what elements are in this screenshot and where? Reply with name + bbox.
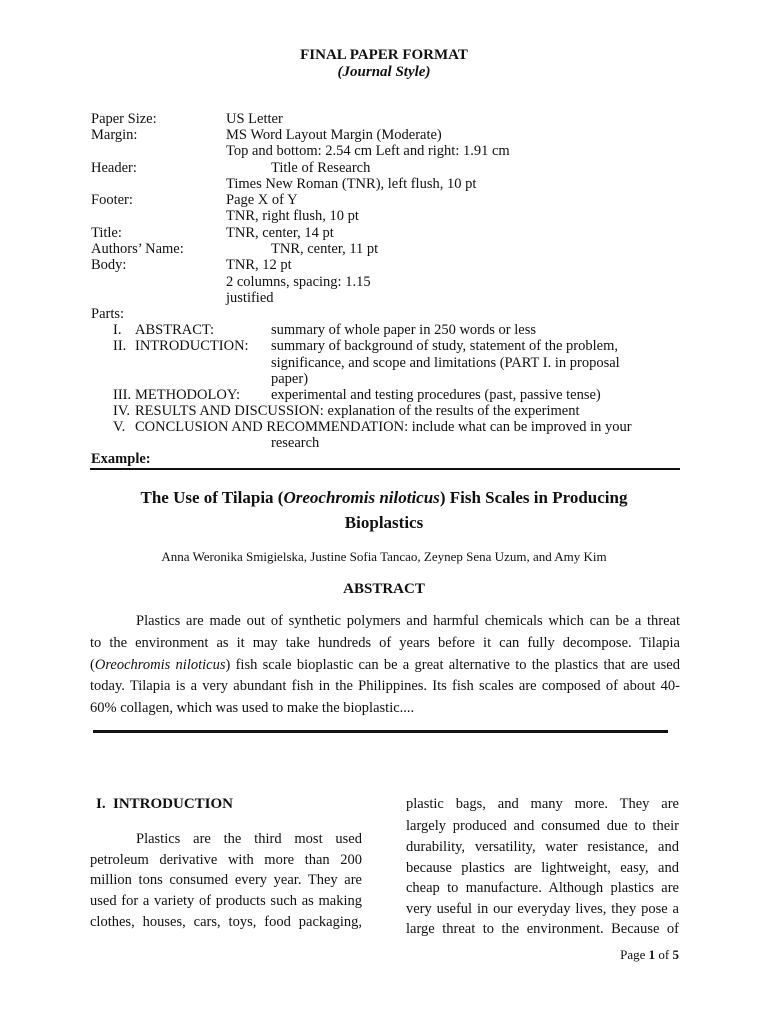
body-line: Plastics are the third most used	[136, 831, 362, 847]
abstract-heading: ABSTRACT	[343, 581, 425, 597]
body-line: large threat to the environment. Because of	[406, 921, 679, 937]
spec-label-paper-size: Paper Size:	[91, 111, 157, 127]
spec-label-header: Header:	[91, 160, 137, 176]
body-line: used for a variety of products such as making	[90, 893, 362, 909]
abstract-text: ) fish scale bioplastic can be a great alternative to the plastics that are used	[225, 657, 680, 673]
page-word: Page	[620, 947, 646, 962]
body-line: because plastics are lightweight, easy, and	[406, 860, 679, 876]
body-line: largely produced and consumed due to their	[406, 818, 679, 834]
body-line: plastic bags, and many more. They are	[406, 796, 679, 812]
spec-value-header: Title of Research	[271, 160, 371, 176]
part-line	[135, 403, 580, 419]
abstract-text: (	[90, 657, 95, 673]
body-line: million tons consumed every year. They are	[90, 872, 362, 888]
part-number: I.	[113, 322, 122, 338]
part-number: V.	[113, 419, 126, 435]
abstract-line: 60% collagen, which was used to make the bioplastic....	[90, 700, 415, 716]
spec-detail-footer: TNR, right flush, 10 pt	[226, 208, 359, 224]
abstract-species: Oreochromis niloticus	[94, 657, 226, 673]
part-line	[135, 419, 632, 435]
spec-label-body: Body:	[91, 257, 127, 273]
part-name: RESULTS AND DISCUSSION:	[135, 403, 324, 419]
spec-value-paper-size: US Letter	[226, 111, 283, 127]
part-number: IV.	[113, 403, 131, 419]
paper-title-text: The Use of Tilapia (	[140, 488, 284, 507]
part-description: include what can be improved in your	[411, 419, 632, 435]
part-description: summary of background of study, statement of the problem,	[271, 338, 618, 354]
part-description: paper)	[271, 371, 309, 387]
paper-authors: Anna Weronika Smigielska, Justine Sofia Tancao, Zeynep Sena Uzum, and Amy Kim	[161, 549, 607, 564]
part-description: significance, and scope and limitations (PART I. in proposal	[271, 355, 620, 371]
spec-label-footer: Footer:	[91, 192, 133, 208]
paper-title-species: Oreochromis niloticus	[283, 488, 440, 507]
section-divider	[93, 730, 668, 733]
body-line: clothes, houses, cars, toys, food packaging,	[90, 914, 362, 930]
section-heading: INTRODUCTION	[113, 796, 234, 812]
abstract-line: Plastics are made out of synthetic polymers and harmful chemicals which can be a threat	[136, 613, 680, 629]
part-name: CONCLUSION AND RECOMMENDATION:	[135, 419, 409, 435]
spec-value-authors: TNR, center, 11 pt	[271, 241, 379, 257]
abstract-line: to the environment as it may take hundreds of years before it can fully decompose. Tilapia	[90, 635, 680, 651]
part-description: summary of whole paper in 250 words or less	[271, 322, 536, 338]
current-page: 1	[648, 947, 656, 962]
body-line: very useful in our everyday lives, they pose a	[406, 901, 679, 917]
part-number: III.	[113, 387, 132, 403]
document-title: FINAL PAPER FORMAT	[300, 47, 468, 63]
spec-value-body: TNR, 12 pt	[226, 257, 292, 273]
part-description: explanation of the results of the experiment	[327, 403, 580, 419]
body-line: durability, versatility, water resistance, and	[406, 839, 679, 855]
spec-detail-header: Times New Roman (TNR), left flush, 10 pt	[226, 176, 477, 192]
divider-line	[90, 468, 680, 470]
spec-label-authors: Authors’ Name:	[91, 241, 184, 257]
paper-title-text-end: ) Fish Scales in Producing	[439, 488, 628, 507]
spec-value-footer: Page X of Y	[226, 192, 298, 208]
part-number: II.	[113, 338, 127, 354]
part-name: METHODOLOY:	[135, 387, 240, 403]
spec-value-title: TNR, center, 14 pt	[226, 225, 334, 241]
total-pages: 5	[672, 947, 679, 962]
spec-value-margin: MS Word Layout Margin (Moderate)	[226, 127, 442, 143]
example-label: Example:	[91, 451, 151, 467]
document-subtitle: (Journal Style)	[337, 64, 431, 80]
abstract-line: today. Tilapia is a very abundant fish in the Philippines. Its fish scales are composed of about 40-	[90, 678, 680, 694]
abstract-line	[90, 654, 680, 676]
part-description: research	[271, 435, 320, 451]
body-line: petroleum derivative with more than 200	[90, 852, 362, 868]
part-name: ABSTRACT:	[135, 322, 215, 338]
of-word: of	[658, 947, 670, 962]
part-description: experimental and testing procedures (past, passive tense)	[271, 387, 601, 403]
section-number: I.	[96, 796, 106, 812]
spec-detail-body-alignment: justified	[226, 290, 274, 306]
paper-title-line-1	[0, 487, 768, 509]
parts-label: Parts:	[91, 306, 125, 322]
page-footer	[620, 946, 679, 964]
body-line: cheap to manufacture. Although plastics are	[406, 880, 679, 896]
spec-label-margin: Margin:	[91, 127, 138, 143]
spec-label-title: Title:	[91, 225, 122, 241]
part-name: INTRODUCTION:	[135, 338, 249, 354]
paper-title-line-2: Bioplastics	[344, 513, 424, 532]
spec-detail-margin: Top and bottom: 2.54 cm Left and right: 1.91 cm	[226, 143, 510, 159]
spec-detail-body-columns: 2 columns, spacing: 1.15	[226, 274, 371, 290]
